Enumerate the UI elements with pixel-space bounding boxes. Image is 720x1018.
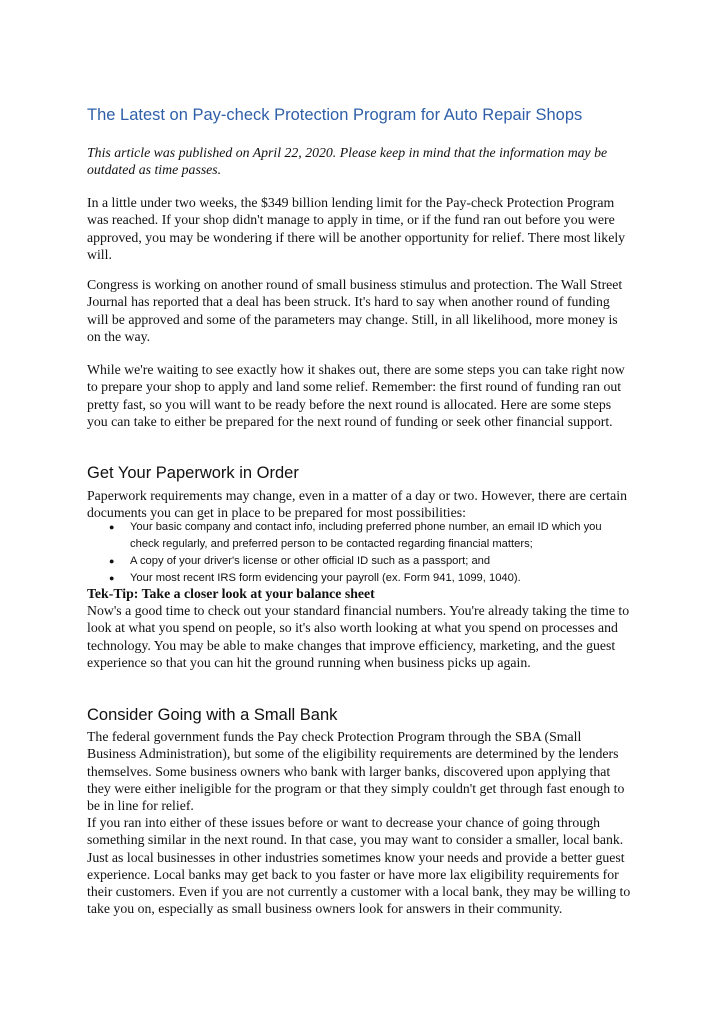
paperwork-bullet-list — [109, 519, 632, 587]
section-heading-small-bank: Consider Going with a Small Bank — [87, 706, 338, 724]
section-heading-paperwork: Get Your Paperwork in Order — [87, 464, 299, 482]
small-bank-paragraph-2: If you ran into either of these issues before or want to decrease your chance of going through something similar in the next round. In that case, you may want to consider a smaller, local bank. Just as local businesses in other industries sometimes know your needs and provide a better guest experience. Local banks may get back to you faster or have more lax eligibility requirements for their customers. Even if you are not currently a customer with a local bank, they may be willing to take you on, especially as small business owners look for answers in their community. — [87, 815, 631, 917]
bullet-icon: ● — [109, 522, 115, 532]
list-item-text: A copy of your driver's license or other official ID such as a passport; and — [130, 555, 491, 567]
paperwork-lead-paragraph: Paperwork requirements may change, even in a matter of a day or two. However, there are certain documents you can get in place to be prepared for most possibilities: — [87, 488, 627, 521]
bullet-icon: ● — [109, 556, 115, 566]
tek-tip-paragraph: Now's a good time to check out your standard financial numbers. You're already taking the time to look at what you spend on people, so it's also worth looking at what you spend on processes and technology. You may be able to make changes that improve efficiency, marketing, and the guest experience so that you can hit the ground running when business picks up again. — [87, 603, 630, 670]
intro-paragraph-3: While we're waiting to see exactly how it shakes out, there are some steps you can take right now to prepare your shop to apply and land some relief. Remember: the first round of funding ran out pretty fast, so you will want to be ready before the next round is allocated. Here are some steps you can take to either be prepared for the next round of funding or seek other financial support. — [87, 362, 625, 429]
list-item-text: Your most recent IRS form evidencing your payroll (ex. Form 941, 1099, 1040). — [130, 572, 521, 584]
list-item — [109, 519, 632, 553]
list-item — [109, 553, 632, 570]
intro-paragraph-1: In a little under two weeks, the $349 billion lending limit for the Pay-check Protection Program was reached. If your shop didn't manage to apply in time, or if the fund ran out before you were approved, you may be wondering if there will be another opportunity for relief. There most likely will. — [87, 195, 626, 262]
bullet-icon: ● — [109, 573, 115, 583]
tek-tip-heading: Tek-Tip: Take a closer look at your balance sheet — [87, 586, 375, 601]
intro-paragraph-2: Congress is working on another round of small business stimulus and protection. The Wall Street Journal has reported that a deal has been struck. It's hard to say when another round of funding will be approved and some of the parameters may change. Still, in all likelihood, more money is on the way. — [87, 277, 623, 344]
publication-notice: This article was published on April 22, 2020. Please keep in mind that the information may be outdated as time passes. — [87, 145, 608, 178]
list-item-text: Your basic company and contact info, including preferred phone number, an email ID which you check regularly, and preferred person to be contacted regarding financial matters; — [130, 521, 602, 550]
small-bank-paragraph-1: The federal government funds the Pay check Protection Program through the SBA (Small Business Administration), but some of the eligibility requirements are determined by the lenders themselves. Some business owners who bank with larger banks, discovered upon applying that they were either ineligible for the program or that they simply couldn't get through fast enough to be in line for relief. — [87, 729, 625, 814]
page-title: The Latest on Pay-check Protection Program for Auto Repair Shops — [87, 106, 583, 124]
